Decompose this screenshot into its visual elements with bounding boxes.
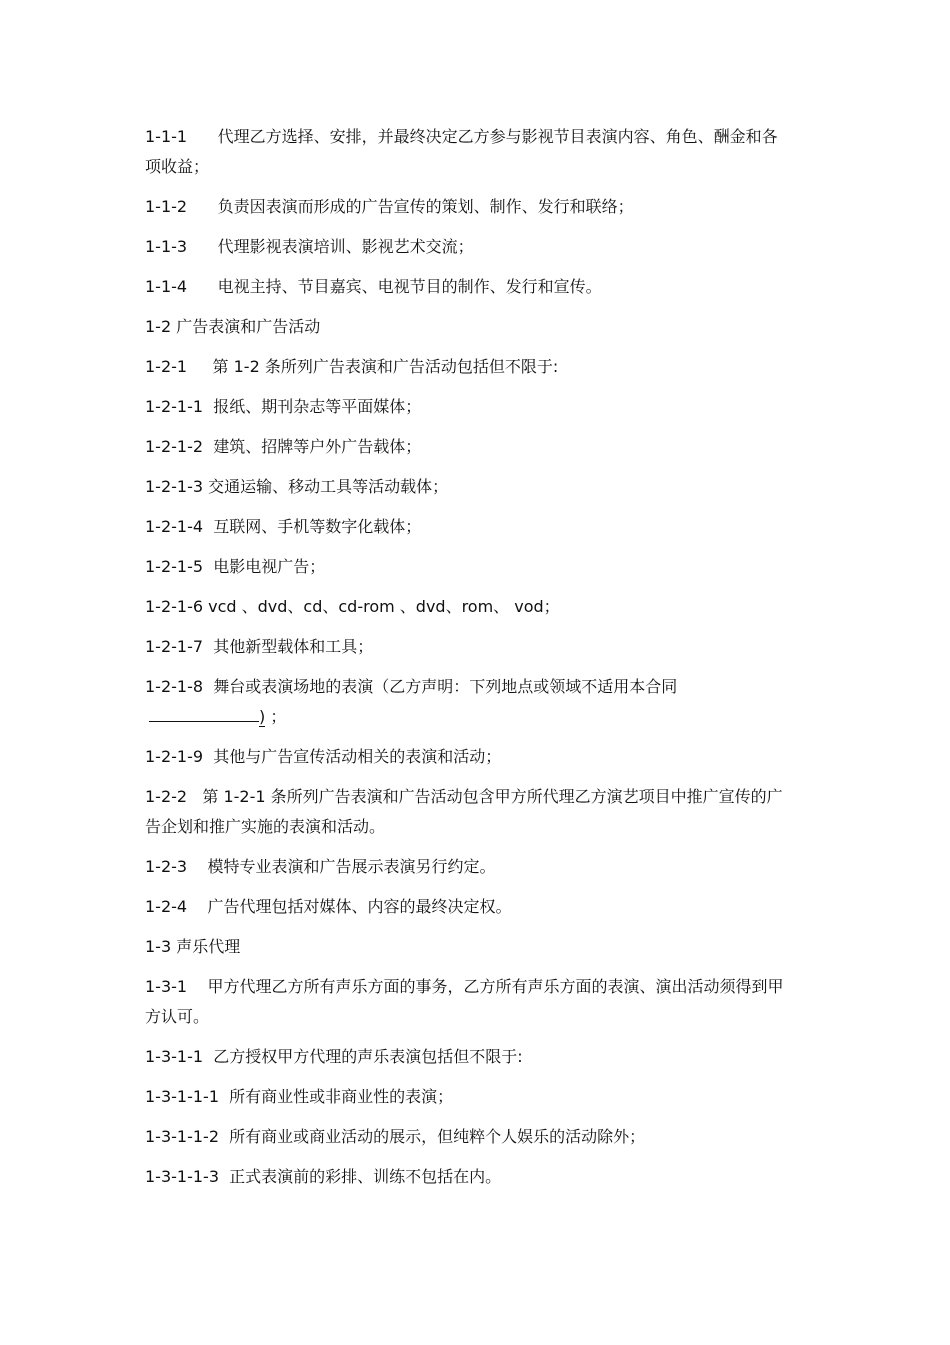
clause-text: 互联网、手机等数字化载体； (213, 517, 422, 536)
clause-number: 1-2-1-9 (145, 747, 204, 766)
clause-gap (219, 1127, 229, 1146)
clause-text: 模特专业表演和广告展示表演另行约定。 (207, 857, 496, 876)
section-1-2-heading (145, 312, 785, 342)
clause-number: 1-3-1-1 (145, 1047, 204, 1066)
clause-text: 代理乙方选择、安排，并最终决定乙方参与影视节目表演内容、角色、酬金和各项收益； (145, 127, 778, 176)
clause-1-1-2 (145, 192, 785, 222)
clause-gap (187, 857, 207, 876)
document-body (145, 122, 785, 1202)
clause-gap (187, 277, 218, 296)
clause-text: 乙方授权甲方代理的声乐表演包括但不限于: (213, 1047, 523, 1066)
section-1-3-heading (145, 932, 785, 962)
clause-number: 1-2-4 (145, 897, 188, 916)
clause-1-2-1-1 (145, 392, 785, 422)
clause-text: 第 1-2-1 条所列广告表演和广告活动包含甲方所代理乙方演艺项目中推广宣传的广告企划和推广实施的表演和活动。 (145, 787, 783, 836)
clause-1-2-1-8 (145, 672, 785, 732)
clause-number: 1-1-1 (145, 127, 188, 146)
clause-1-2-1-2 (145, 432, 785, 462)
clause-1-2-1-7 (145, 632, 785, 662)
clause-number: 1-1-4 (145, 277, 188, 296)
clause-number: 1-2-1-6 (145, 597, 204, 616)
clause-1-2-1 (145, 352, 785, 382)
clause-1-1-4 (145, 272, 785, 302)
clause-text: 舞台或表演场地的表演（乙方声明：下列地点或领域不适用本合同 (213, 677, 678, 696)
clause-text: 电视主持、节目嘉宾、电视节目的制作、发行和宣传。 (217, 277, 602, 296)
clause-gap (187, 127, 218, 146)
clause-number: 1-2-2 (145, 787, 188, 806)
clause-1-3-1-1-2 (145, 1122, 785, 1152)
clause-tail: ； (265, 707, 287, 726)
clause-gap (187, 237, 218, 256)
clause-1-2-2 (145, 782, 785, 842)
clause-1-3-1-1-3 (145, 1162, 785, 1192)
clause-gap (187, 787, 202, 806)
clause-1-3-1 (145, 972, 785, 1032)
clause-number: 1-2-1-3 (145, 477, 204, 496)
clause-number: 1-2-1-1 (145, 397, 204, 416)
clause-text: 负责因表演而形成的广告宣传的策划、制作、发行和联络； (217, 197, 634, 216)
clause-text: 其他与广告宣传活动相关的表演和活动； (213, 747, 502, 766)
clause-number: 1-2-1-2 (145, 437, 204, 456)
clause-text: 其他新型载体和工具； (213, 637, 374, 656)
clause-1-2-1-3 (145, 472, 785, 502)
closing-paren: ) (259, 707, 266, 726)
clause-text: 第 1-2 条所列广告表演和广告活动包括但不限于: (212, 357, 559, 376)
clause-number: 1-3-1-1-2 (145, 1127, 219, 1146)
clause-text: vcd 、dvd、cd、cd-rom 、dvd、rom、 vod； (208, 597, 560, 616)
clause-text: 建筑、招牌等户外广告载体； (213, 437, 422, 456)
clause-number: 1-3 (145, 937, 172, 956)
clause-text: 交通运输、移动工具等活动载体； (208, 477, 449, 496)
clause-gap (203, 747, 213, 766)
clause-1-2-1-5 (145, 552, 785, 582)
clause-number: 1-1-3 (145, 237, 188, 256)
clause-1-2-3 (145, 852, 785, 882)
clause-text: 电影电视广告； (213, 557, 326, 576)
clause-gap (219, 1087, 229, 1106)
clause-text: 甲方代理乙方所有声乐方面的事务，乙方所有声乐方面的表演、演出活动须得到甲方认可。 (145, 977, 784, 1026)
clause-gap (203, 1047, 213, 1066)
clause-number: 1-2-1 (145, 357, 188, 376)
clause-number: 1-3-1-1-3 (145, 1167, 219, 1186)
clause-gap (203, 397, 213, 416)
clause-gap (203, 557, 213, 576)
clause-text: 所有商业或商业活动的展示，但纯粹个人娱乐的活动除外； (229, 1127, 646, 1146)
clause-1-3-1-1-1 (145, 1082, 785, 1112)
clause-gap (203, 437, 213, 456)
clause-text: 正式表演前的彩排、训练不包括在内。 (229, 1167, 502, 1186)
clause-text: 所有商业性或非商业性的表演； (229, 1087, 454, 1106)
clause-number: 1-2-1-4 (145, 517, 204, 536)
clause-gap (187, 197, 218, 216)
clause-gap (187, 357, 212, 376)
clause-text: 报纸、期刊杂志等平面媒体； (213, 397, 422, 416)
clause-number: 1-1-2 (145, 197, 188, 216)
clause-1-2-1-9 (145, 742, 785, 772)
clause-number: 1-2-3 (145, 857, 188, 876)
clause-number: 1-2 (145, 317, 172, 336)
clause-number: 1-3-1 (145, 977, 188, 996)
clause-gap (187, 897, 207, 916)
clause-1-1-3 (145, 232, 785, 262)
clause-gap (219, 1167, 229, 1186)
clause-number: 1-2-1-5 (145, 557, 204, 576)
clause-text: 声乐代理 (176, 937, 241, 956)
clause-number: 1-2-1-8 (145, 677, 204, 696)
clause-1-2-4 (145, 892, 785, 922)
clause-1-2-1-4 (145, 512, 785, 542)
clause-gap (203, 517, 213, 536)
clause-number: 1-3-1-1-1 (145, 1087, 219, 1106)
clause-number: 1-2-1-7 (145, 637, 204, 656)
fill-in-blank[interactable] (149, 703, 259, 722)
clause-gap (203, 677, 213, 696)
clause-text: 广告代理包括对媒体、内容的最终决定权。 (207, 897, 512, 916)
clause-text: 代理影视表演培训、影视艺术交流； (217, 237, 474, 256)
clause-1-3-1-1 (145, 1042, 785, 1072)
clause-gap (203, 637, 213, 656)
clause-gap (187, 977, 207, 996)
clause-1-1-1 (145, 122, 785, 182)
clause-text: 广告表演和广告活动 (176, 317, 321, 336)
clause-1-2-1-6 (145, 592, 785, 622)
